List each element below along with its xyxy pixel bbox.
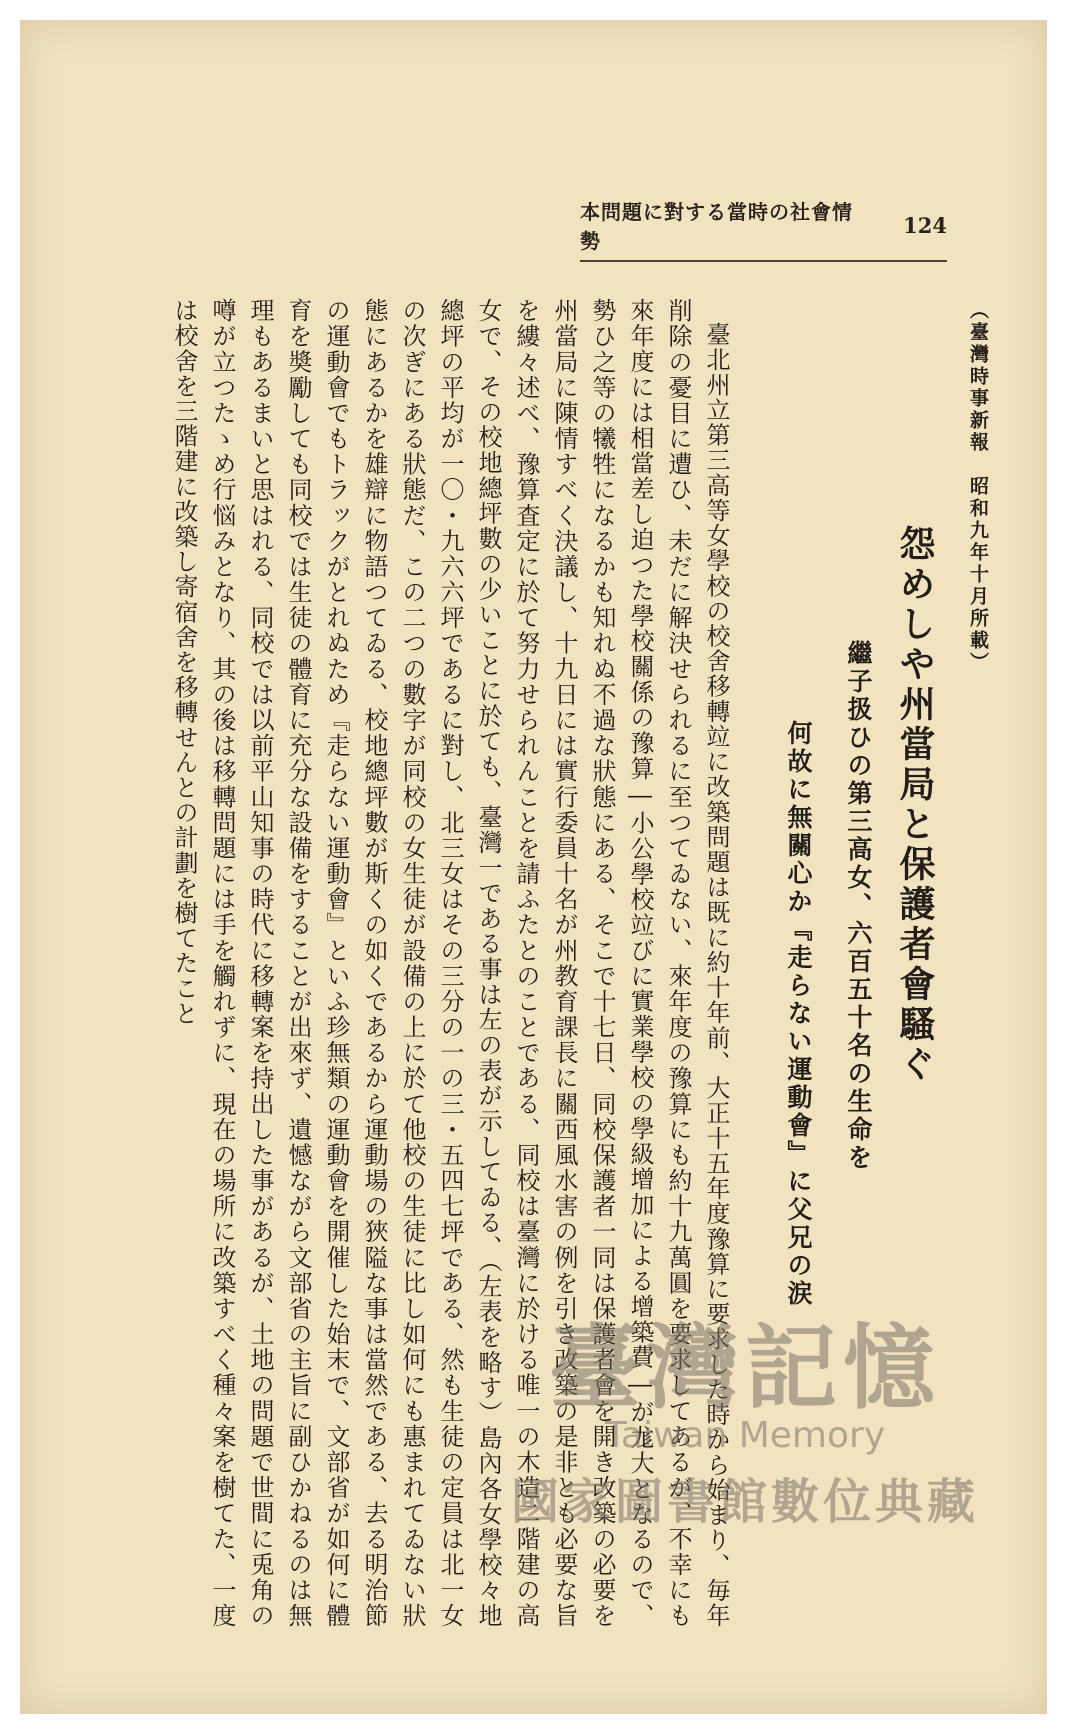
watermark-subtitle: Taiwan Memory <box>604 1415 886 1456</box>
page-header <box>580 196 947 262</box>
running-title: 本問題に對する當時の社會情勢 <box>580 200 853 253</box>
watermark-title: 臺灣記憶 <box>548 1314 941 1422</box>
article-title: 怨めしや州當局と保護者會騷ぐ <box>894 525 936 1085</box>
article-source: （臺灣時事新報 昭和九年十月所載） <box>967 300 989 674</box>
taiwan-memory-watermark <box>475 1295 1015 1545</box>
scanned-page <box>20 20 1047 1714</box>
article-subtitle-1: 繼子扱ひの第三高女、六百五十名の生命を <box>844 640 873 1172</box>
page-number: 124 <box>903 212 947 238</box>
watermark-org: 國家圖書館數位典藏 <box>510 1474 979 1530</box>
article-subtitle-2: 何故に無關心か『走らない運動會』に父兄の涙 <box>784 720 813 1308</box>
article-paragraph: 臺北州立第三高等女學校の校舍移轉竝に改築問題は既に約十年前、大正十五年度豫算に要求した時から始まり、毎年削除の憂目に遭ひ、未だに解決せられるに至つてゐない、來年度の豫算にも約十九萬圓を要求してあるが、不幸にも來年度には相當差し迫つた學校關係の豫算―小公學校竝びに實業學校の學級增加による增築費―が尨大となるので、勢ひ之等の犧牲になるかも知れぬ不過な狀態にある、そこで十七日、同校保護者一同は保護者會を開き改築の必要を州當局に陳情すべく決議し、十九日には實行委員十名が州教育課長に關西風水害の例を引き改築の是非とも必要な旨を縷々述べ、豫算査定に於て努力せられんことを請ふたとのことである、同校は臺灣に於ける唯一の木造二階建の高女で、その校地總坪數の少いことに於ても、臺灣一である事は左の表が示してゐる、（左表を略す）島內各女學校々地總坪の平均が一〇・九六六坪であるに對し、北三女はその三分の一の三・五四七坪である、然も生徒の定員は北一女の次ぎにある狀態だ、この二つの數字が同校の女生徒が設備の上に於て他校の生徒に比し如何にも惠まれてゐない狀態にあるかを雄辯に物語つてゐる、校地總坪數が斯くの如くであるから運動場の狹隘な事は當然である、去る明治節の運動會でもトラックがとれぬため『走らない運動會』といふ珍無類の運動會を開催した始末で、文部省が如何に體育を奬勵しても同校では生徒の體育に充分な設備をすることが出來ず、遺憾ながら文部省の主旨に副ひかねるのは無理もあるまいと思はれる、同校では以前平山知事の時代に移轉案を持出した事があるが、土地の問題で世間に兎角の噂が立つたゝめ行悩みとなり、其の後は移轉問題には手を觸れずに、現在の場所に改築すべく種々案を樹てた、一度は校舍を三階建に改築し寄宿舍を移轉せんとの計劃を樹てたこと <box>170 298 730 1628</box>
